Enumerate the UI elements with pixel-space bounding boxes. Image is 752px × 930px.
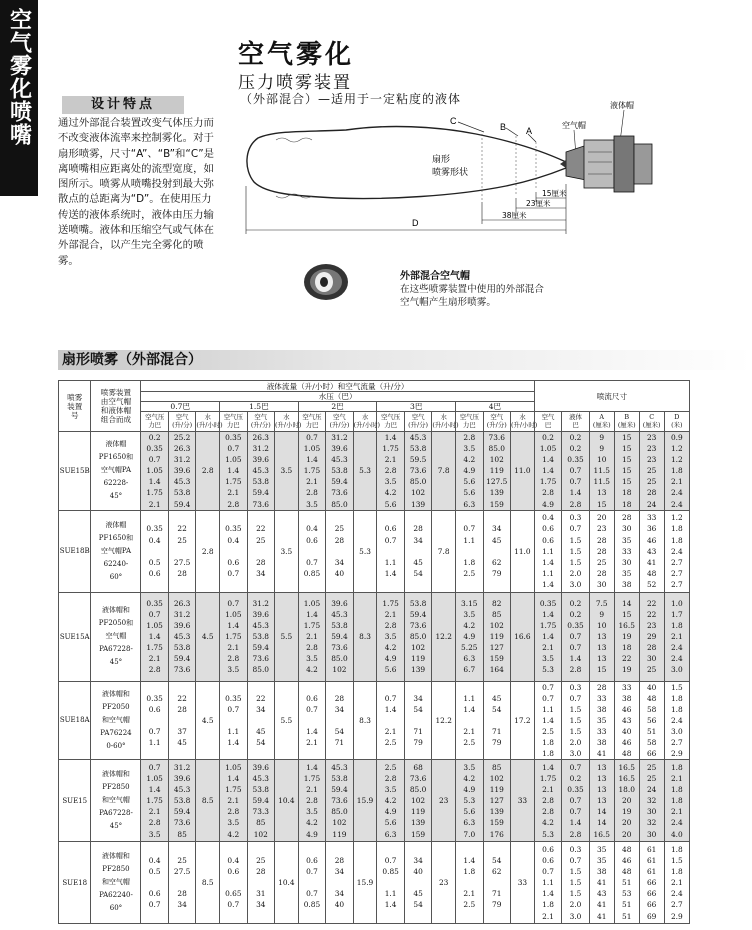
sub-water-flow: 水 (升/小时): [196, 412, 220, 432]
cell-air-flow: 22 34 45 54: [247, 681, 274, 760]
cell-water-flow: 2.8: [196, 432, 220, 511]
table-row: [59, 681, 690, 760]
cell-air-pressure: 0.7 1.1 1.8 2.5: [456, 510, 483, 592]
cell-air-flow: 45.3 53.8 59.4 73.6 85.0 102 119: [326, 760, 353, 842]
cell-air-flow: 25 28 31 34: [247, 842, 274, 924]
cell-air-pressure: 2.8 3.5 4.2 4.9 5.6 5.6 6.3: [456, 432, 483, 511]
cell-dimension: 13 13 13 13 14 14 16.5: [589, 760, 614, 842]
sub-air-flow: 空气 (升/分): [168, 412, 195, 432]
cell-dimension: 1.0 1.7 1.8 2.1 2.4 2.4 3.0: [664, 592, 689, 681]
cell-dimension: 9 9 10 11.5 11.5 13 15: [589, 432, 614, 511]
cell-air-pressure: 3.5 4.2 4.9 5.3 5.6 6.3 7.0: [456, 760, 483, 842]
cell-dimension: 0.2 0.2 0.35 0.7 0.7 1.4 2.8: [562, 432, 589, 511]
dim-c: C (厘米): [639, 412, 664, 432]
cell-air-flow: 39.6 45.3 53.8 59.4 73.3 85 102: [247, 760, 274, 842]
header-flow: 液体流量（升/小时）和空气流量（升/分）: [141, 381, 534, 392]
header-pressure-07: 0.7巴: [141, 402, 220, 412]
cell-air-pressure: 0.4 0.5 0.6 0.7: [141, 842, 168, 924]
cell-air-pressure: 1.4 1.75 2.1 2.8 3.5 4.2 4.9: [298, 760, 325, 842]
header-pressure-4: 4巴: [456, 402, 535, 412]
header-pressure-2: 2巴: [298, 402, 377, 412]
cell-air-pressure: 0.6 0.7 1.1 1.4: [377, 510, 404, 592]
dim-c-label: C: [450, 116, 457, 126]
cell-dimension: 0.2 1.05 1.4 1.4 1.75 2.8 4.9: [534, 432, 561, 511]
fluid-cap-label: 液体帽: [610, 101, 634, 110]
cell-water-flow: 5.5: [275, 681, 299, 760]
cell-model: SUE15: [59, 760, 91, 842]
dim-d-label: D: [412, 218, 419, 228]
header-pressure-3: 3巴: [377, 402, 456, 412]
cell-air-flow: 73.6 85.0 102 119 127.5 139 159: [483, 432, 510, 511]
cell-dimension: 40 48 58 56 51 58 66: [639, 681, 664, 760]
dim-liquid-bar: 液体 巴: [562, 412, 589, 432]
cell-dimension: 0.35 1.4 1.75 1.4 2.1 3.5 5.3: [534, 592, 561, 681]
cell-dimension: 33 36 46 43 41 48 52: [639, 510, 664, 592]
cell-combo: 液体帽 PF1650和 空气帽PA 62240- 60°: [91, 510, 141, 592]
cell-model: SUE18A: [59, 681, 91, 760]
header-dims: 喷流尺寸: [534, 381, 689, 412]
cell-dimension: 0.7 0.2 0.35 0.7 0.7 1.4 2.8: [562, 760, 589, 842]
cell-air-pressure: 1.75 2.1 2.8 3.5 4.2 4.9 5.6: [377, 592, 404, 681]
features-text: 通过外部混合装置改变气体压力而不改变液体流率来控制雾化。对于扇形喷雾，尺寸“A”、“B”和“C”是离喷嘴相应距离处的流型宽度，如图所示。喷雾从喷嘴投射到最大弥散点的总距离为“D”。在使用压力传送的液体系统时，液体由压力输送喷嘴。液体和压缩空气或气体在外部混合，以产生完全雾化的喷雾。: [58, 117, 215, 267]
sub-water-flow: 水 (升/小时): [353, 412, 377, 432]
cell-water-flow: 8.5: [196, 842, 220, 924]
cell-air-flow: 45 54 71 79: [483, 681, 510, 760]
cell-water-flow: 23: [432, 842, 456, 924]
cell-model: SUE18B: [59, 510, 91, 592]
cell-dimension: 0.4 0.6 0.6 1.1 1.4 1.1 1.4: [534, 510, 561, 592]
cell-air-flow: 34 40 45 54: [404, 842, 431, 924]
cell-air-flow: 22 25 28 34: [247, 510, 274, 592]
cell-dimension: 61 61 61 66 66 66 69: [639, 842, 664, 924]
header-water-pressure: 水压（巴）: [141, 392, 534, 402]
cell-water-flow: 3.5: [275, 432, 299, 511]
cell-dimension: 1.4 1.75 2.1 2.8 2.8 4.2 5.3: [534, 760, 561, 842]
nozzle-drawing: [560, 136, 652, 192]
sub-air-pressure: 空气压 力巴: [298, 412, 325, 432]
cell-water-flow: 8.3: [353, 681, 377, 760]
cell-water-flow: 5.3: [353, 432, 377, 511]
cell-air-pressure: 0.2 0.35 0.7 1.05 1.4 1.75 2.1: [141, 432, 168, 511]
caption-title: 外部混合空气帽: [400, 271, 470, 282]
cell-water-flow: 8.5: [196, 760, 220, 842]
table-row: [59, 592, 690, 681]
cell-water-flow: 7.8: [432, 510, 456, 592]
caption-line2: 空气帽产生扇形喷雾。: [400, 297, 496, 308]
spray-pattern-outline: [247, 127, 566, 199]
cell-air-flow: 34 54 71 79: [404, 681, 431, 760]
cell-air-flow: 31.2 39.6 45.3 53.8 59.4 73.6 85: [168, 760, 195, 842]
cell-water-flow: 11.0: [510, 510, 534, 592]
cell-air-flow: 68 73.6 85.0 102 119 139 159: [404, 760, 431, 842]
cell-dimension: 0.9 1.2 1.2 1.8 2.1 2.4 2.4: [664, 432, 689, 511]
cell-dimension: 20 23 28 28 25 28 30: [589, 510, 614, 592]
cell-air-flow: 31.2 39.6 45.3 53.8 59.4 73.6 85.0: [326, 432, 353, 511]
cell-air-pressure: 0.35 0.7 1.05 1.4 1.75 2.1 2.8: [141, 592, 168, 681]
cell-water-flow: 12.2: [432, 681, 456, 760]
cell-air-flow: 34 45 62 79: [483, 510, 510, 592]
cell-air-flow: 28 34 45 54: [404, 510, 431, 592]
cell-water-flow: 4.5: [196, 592, 220, 681]
cell-dimension: 0.3 0.7 1.5 1.5 1.5 2.0 3.0: [562, 681, 589, 760]
cell-water-flow: 10.4: [275, 842, 299, 924]
cell-water-flow: 11.0: [510, 432, 534, 511]
cell-air-pressure: 3.15 3.5 4.2 4.9 5.25 6.3 6.7: [456, 592, 483, 681]
table-row: [59, 842, 690, 924]
cell-dimension: 14 15 16.5 19 18 22 19: [614, 592, 639, 681]
cell-air-pressure: 0.4 0.6 0.7 0.85: [298, 510, 325, 592]
cell-air-pressure: 0.4 0.6 0.65 0.7: [220, 842, 247, 924]
cell-air-pressure: 0.7 1.05 1.4 1.75 2.1 2.8 3.5: [141, 760, 168, 842]
side-tab: 空气雾化喷嘴: [0, 0, 38, 196]
cell-air-flow: 45.3 53.8 59.5 73.6 85.0 102 139: [404, 432, 431, 511]
cell-air-pressure: 0.6 0.7 1.4 2.1: [298, 681, 325, 760]
page-title: 空气雾化: [238, 40, 355, 70]
sub-air-flow: 空气 (升/分): [483, 412, 510, 432]
sub-air-pressure: 空气压 力巴: [220, 412, 247, 432]
cell-water-flow: 15.9: [353, 760, 377, 842]
cell-air-pressure: 1.05 1.4 1.75 2.1 2.8 3.5 4.2: [220, 760, 247, 842]
cell-dimension: 48 46 48 51 53 51 51: [614, 842, 639, 924]
dim-d: D (米): [664, 412, 689, 432]
cell-dimension: 0.2 0.2 0.35 0.7 0.7 1.4 2.8: [562, 592, 589, 681]
cell-dimension: 28 33 38 35 33 38 41: [589, 681, 614, 760]
cell-dimension: 0.3 0.7 1.5 1.5 1.5 2.0 3.0: [562, 842, 589, 924]
cell-air-flow: 85 102 119 127 139 159 176: [483, 760, 510, 842]
cell-air-pressure: 0.7 1.05 1.4 1.75 2.1 2.8 3.5: [220, 592, 247, 681]
dim-air-bar: 空气 巴: [534, 412, 561, 432]
cell-dimension: 33 38 46 43 40 46 48: [614, 681, 639, 760]
dim-b: B (厘米): [614, 412, 639, 432]
cell-air-pressure: 1.4 1.8 2.1 2.5: [456, 842, 483, 924]
caption-line1: 在这些喷雾装置中使用的外部混合: [400, 284, 544, 295]
cell-dimension: 1.5 1.8 1.8 2.4 3.0 2.7 2.9: [664, 681, 689, 760]
dim-38cm-label: 38厘米: [502, 211, 527, 220]
dim-a-label: A: [526, 126, 533, 136]
cell-air-pressure: 0.35 0.6 0.7 1.1: [141, 681, 168, 760]
cell-dimension: 35 35 38 41 43 41 41: [589, 842, 614, 924]
cell-air-flow: 25 27.5 28 34: [168, 842, 195, 924]
sub-water-flow: 水 (升/小时): [510, 412, 534, 432]
dim-15cm-label: 15厘米: [542, 189, 567, 198]
cell-air-pressure: 1.05 1.4 1.75 2.1 2.8 3.5 4.2: [298, 592, 325, 681]
section-title: 扇形喷雾（外部混合）: [58, 350, 752, 370]
cell-dimension: 0.6 0.6 0.7 1.1 1.4 1.8 2.1: [534, 842, 561, 924]
cell-air-flow: 39.6 45.3 53.8 59.4 73.6 85.0 102: [326, 592, 353, 681]
cell-air-pressure: 0.7 1.05 1.4 1.75 2.1 2.8 3.5: [298, 432, 325, 511]
cell-combo: 液体帽和 PF2050 和空气帽 PA76224 0-60°: [91, 681, 141, 760]
cell-water-flow: 7.8: [432, 432, 456, 511]
dim-b-label: B: [500, 122, 507, 132]
cell-air-flow: 53.8 59.4 73.6 85.0 102 119 139: [404, 592, 431, 681]
cell-water-flow: 5.3: [353, 510, 377, 592]
dim-23cm-label: 23厘米: [526, 199, 551, 208]
cell-model: SUE18: [59, 842, 91, 924]
cell-air-pressure: 0.6 0.7 0.7 0.85: [298, 842, 325, 924]
header-pressure-15: 1.5巴: [220, 402, 299, 412]
cell-dimension: 1.2 1.8 1.8 2.4 2.7 2.7 2.7: [664, 510, 689, 592]
cell-combo: 液体帽 PF1650和 空气帽PA 62228- 45°: [91, 432, 141, 511]
cell-air-pressure: 0.35 0.7 1.05 1.4 1.75 2.1 2.8: [220, 432, 247, 511]
sub-water-flow: 水 (升/小时): [432, 412, 456, 432]
features-heading: 设计特点: [62, 96, 184, 114]
cell-water-flow: 12.2: [432, 592, 456, 681]
cell-air-flow: 54 62 71 79: [483, 842, 510, 924]
sub-air-flow: 空气 (升/分): [404, 412, 431, 432]
page-subtitle: 压力喷雾装置: [238, 73, 352, 93]
spray-shape-label-2: 喷雾形状: [432, 168, 469, 178]
cell-air-flow: 26.3 31.2 39.6 45.3 53.8 59.4 73.6: [247, 432, 274, 511]
sub-air-pressure: 空气压 力巴: [377, 412, 404, 432]
spray-diagram: [236, 100, 656, 240]
cell-dimension: 15 15 15 15 15 18 18: [614, 432, 639, 511]
cell-combo: 液体帽和 PF2850 和空气帽 PA67228- 45°: [91, 760, 141, 842]
cell-water-flow: 4.5: [196, 681, 220, 760]
cell-air-pressure: 1.4 1.75 2.1 2.8 3.5 4.2 5.6: [377, 432, 404, 511]
sub-air-pressure: 空气压 力巴: [456, 412, 483, 432]
cell-air-pressure: 0.35 0.4 0.6 0.7: [220, 510, 247, 592]
cell-dimension: 0.3 0.7 1.5 1.5 1.5 2.0 3.0: [562, 510, 589, 592]
cell-water-flow: 17.2: [510, 681, 534, 760]
cell-dimension: 28 30 35 33 30 35 38: [614, 510, 639, 592]
page-subtitle-note: （外部混合）—适用于一定粘度的液体: [240, 92, 462, 106]
cell-air-pressure: 0.35 0.7 1.1 1.4: [220, 681, 247, 760]
cell-water-flow: 8.3: [353, 592, 377, 681]
air-cap-caption: [400, 270, 544, 309]
cell-air-flow: 26.3 31.2 39.6 45.3 53.8 59.4 73.6: [168, 592, 195, 681]
table-row: [59, 510, 690, 592]
table-row: [59, 432, 690, 511]
cell-air-pressure: 0.7 0.85 1.1 1.4: [377, 842, 404, 924]
cell-model: SUE15A: [59, 592, 91, 681]
cell-air-pressure: 1.1 1.4 2.1 2.5: [456, 681, 483, 760]
cell-dimension: 0.7 0.7 1.1 1.4 2.5 1.8 1.8: [534, 681, 561, 760]
cell-water-flow: 5.5: [275, 592, 299, 681]
cell-air-flow: 25 28 34 40: [326, 510, 353, 592]
cell-water-flow: 10.4: [275, 760, 299, 842]
spec-table: [58, 380, 690, 924]
cell-combo: 液体帽和 PF2850 和空气帽 PA62240- 60°: [91, 842, 141, 924]
air-cap-image: [302, 262, 350, 302]
cell-air-pressure: 0.35 0.4 0.5 0.6: [141, 510, 168, 592]
cell-dimension: 1.8 1.5 1.8 2.1 2.4 2.7 2.9: [664, 842, 689, 924]
cell-dimension: 23 23 23 25 25 28 24: [639, 432, 664, 511]
table-row: [59, 760, 690, 842]
header-combo: 喷雾装置 由空气帽 和液体帽 组合而成: [91, 381, 141, 432]
cell-water-flow: 3.5: [275, 510, 299, 592]
cell-combo: 液体帽和 PF2050和 空气帽 PA67228- 45°: [91, 592, 141, 681]
cell-dimension: 25 25 24 32 30 32 30: [639, 760, 664, 842]
cell-air-flow: 22 28 37 45: [168, 681, 195, 760]
cell-air-flow: 25.2 26.3 31.2 39.6 45.3 53.8 59.4: [168, 432, 195, 511]
cell-air-pressure: 0.7 1.4 2.1 2.5: [377, 681, 404, 760]
dim-a: A (厘米): [589, 412, 614, 432]
cell-dimension: 7.5 9 10 13 13 13 15: [589, 592, 614, 681]
air-cap-label: 空气帽: [562, 121, 586, 130]
cell-dimension: 22 22 23 29 28 30 25: [639, 592, 664, 681]
cell-air-pressure: 2.5 2.8 3.5 4.2 4.9 5.6 6.3: [377, 760, 404, 842]
cell-air-flow: 31.2 39.6 45.3 53.8 59.4 73.6 85.0: [247, 592, 274, 681]
cell-model: SUE15B: [59, 432, 91, 511]
cell-water-flow: 33: [510, 842, 534, 924]
cell-water-flow: 2.8: [196, 510, 220, 592]
cell-air-flow: 28 34 54 71: [326, 681, 353, 760]
cell-water-flow: 33: [510, 760, 534, 842]
cell-water-flow: 16.6: [510, 592, 534, 681]
cell-water-flow: 23: [432, 760, 456, 842]
cell-air-flow: 22 25 27.5 28: [168, 510, 195, 592]
cell-air-flow: 82 85 102 119 127 159 164: [483, 592, 510, 681]
cell-air-flow: 28 34 34 40: [326, 842, 353, 924]
spray-shape-label-1: 扇形: [432, 155, 451, 165]
sub-air-flow: 空气 (升/分): [326, 412, 353, 432]
cell-dimension: 16.5 16.5 18.0 20 19 20 20: [614, 760, 639, 842]
sub-air-pressure: 空气压 力巴: [141, 412, 168, 432]
sub-air-flow: 空气 (升/分): [247, 412, 274, 432]
cell-dimension: 1.8 2.1 1.8 1.8 2.1 2.4 4.0: [664, 760, 689, 842]
sub-water-flow: 水 (升/小时): [275, 412, 299, 432]
header-model: 喷雾 装置 号: [59, 381, 91, 432]
cell-water-flow: 15.9: [353, 842, 377, 924]
